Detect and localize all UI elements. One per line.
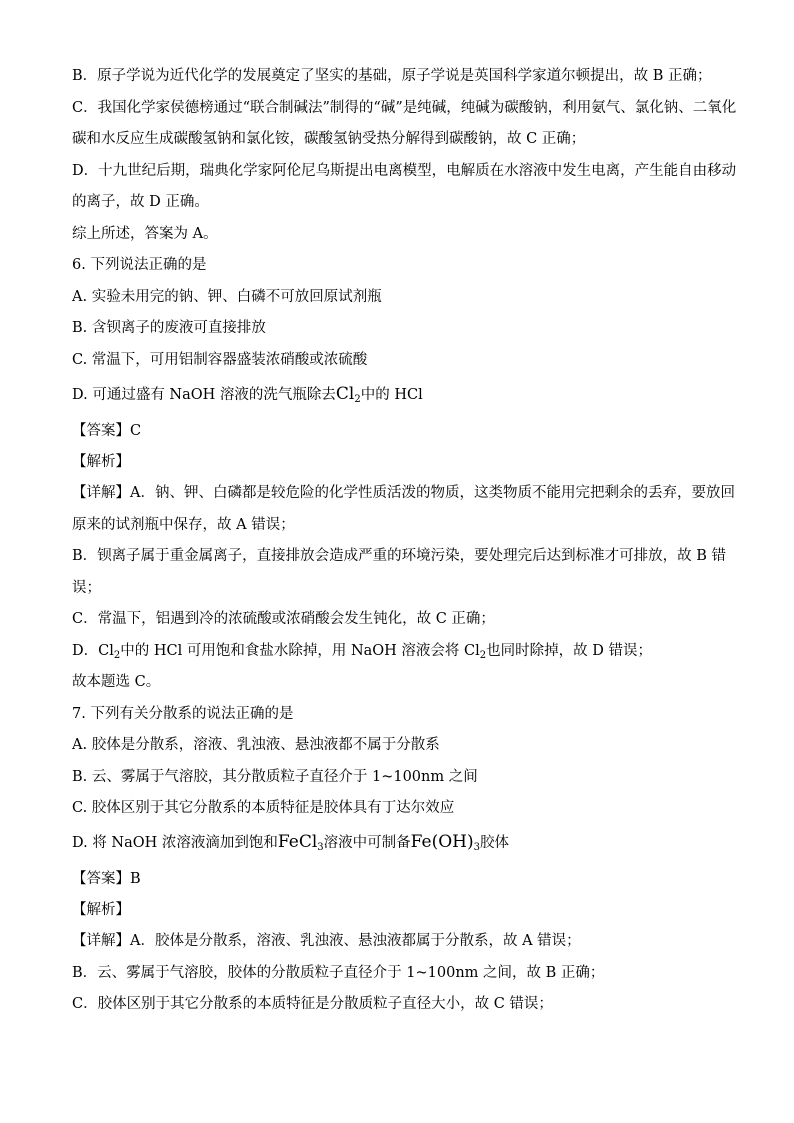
q6-answer: 【答案】C [72,423,142,439]
q5-explanation-d-line1: D．十九世纪后期，瑞典化学家阿伦尼乌斯提出电离模型，电解质在水溶液中发生电离，产生能自由移动 [72,163,737,179]
q7-option-b: B. 云、雾属于气溶胶，其分散质粒子直径介于 1~100nm 之间 [72,769,478,785]
q6-detail-line4: 误； [72,580,101,596]
q7-stem: 7. 下列有关分散系的说法正确的是 [72,706,294,722]
q6-detail-line6: D．$Cl_2$中的 HCl 可用饱和食盐水除掉，用 NaOH 溶液会将 $Cl_2$也同时除掉，故 D 错误； [72,643,652,661]
q5-summary: 综上所述，答案为 A。 [72,226,218,242]
q6-conclusion: 故本题选 C。 [72,674,161,690]
cl2-formula: $Cl_2$ [335,384,361,405]
q7-option-a: A. 胶体是分散系，溶液、乳浊液、悬浊液都不属于分散系 [72,737,440,753]
q6-detail-line3: B．钡离子属于重金属离子，直接排放会造成严重的环境污染，要处理完后达到标准才可排放，故 B 错 [72,548,727,564]
q5-explanation-d-line2: 的离子，故 D 正确。 [72,194,209,210]
q6-option-b: B. 含钡离子的废液可直接排放 [72,320,266,336]
q6-option-d-text: D. 可通过盛有 NaOH 溶液的洗气瓶除去 [72,387,336,403]
q7-analysis-heading: 【解析】 [72,902,130,918]
q6-detail-line5: C．常温下，铝遇到冷的浓硫酸或浓硝酸会发生钝化，故 C 正确； [72,611,495,627]
q6-stem: 6. 下列说法正确的是 [72,257,207,273]
feoh3-formula: $Fe(OH)_3$ [410,832,480,853]
q6-option-c: C. 常温下，可用铝制容器盛装浓硝酸或浓硫酸 [72,352,368,368]
q6-detail-line2: 原来的试剂瓶中保存，故 A 错误； [72,517,295,533]
q7-option-d: D. 将 NaOH 浓溶液滴加到饱和FeCl$_3$溶液中可制备$Fe(OH)_3$胶体 [72,832,509,853]
q5-explanation-c-line1: C．我国化学家侯德榜通过“联合制碱法”制得的“碱”是纯碱，纯碱为碳酸钠，利用氨气、氯化钠、二氧化 [72,100,737,116]
q6-analysis-heading: 【解析】 [72,454,130,470]
q7-option-c: C. 胶体区别于其它分散系的本质特征是胶体具有丁达尔效应 [72,800,455,816]
q7-detail-line3: C．胶体区别于其它分散系的本质特征是分散质粒子直径大小，故 C 错误； [72,996,553,1012]
q6-option-a: A. 实验未用完的钠、钾、白磷不可放回原试剂瓶 [72,289,382,305]
q7-detail-line1: 【详解】A．胶体是分散系，溶液、乳浊液、悬浊液都属于分散系，故 A 错误； [72,933,581,949]
q5-explanation-b: B．原子学说为近代化学的发展奠定了坚实的基础，原子学说是英国科学家道尔顿提出，故 B 正确； [72,68,712,84]
q6-detail-line1: 【详解】A．钠、钾、白磷都是较危险的化学性质活泼的物质，这类物质不能用完把剩余的丢弃，要放回 [72,485,735,501]
q7-answer: 【答案】B [72,871,141,887]
q7-detail-line2: B．云、雾属于气溶胶，胶体的分散质粒子直径介于 1~100nm 之间，故 B 正确； [72,965,605,981]
q6-option-d: D. 可通过盛有 NaOH 溶液的洗气瓶除去$Cl_2$中的 HCl [72,384,423,405]
fecl3-formula: FeCl$_3$ [277,832,324,853]
q5-explanation-c-line2: 碳和水反应生成碳酸氢钠和氯化铵，碳酸氢钠受热分解得到碳酸钠，故 C 正确； [72,131,586,147]
